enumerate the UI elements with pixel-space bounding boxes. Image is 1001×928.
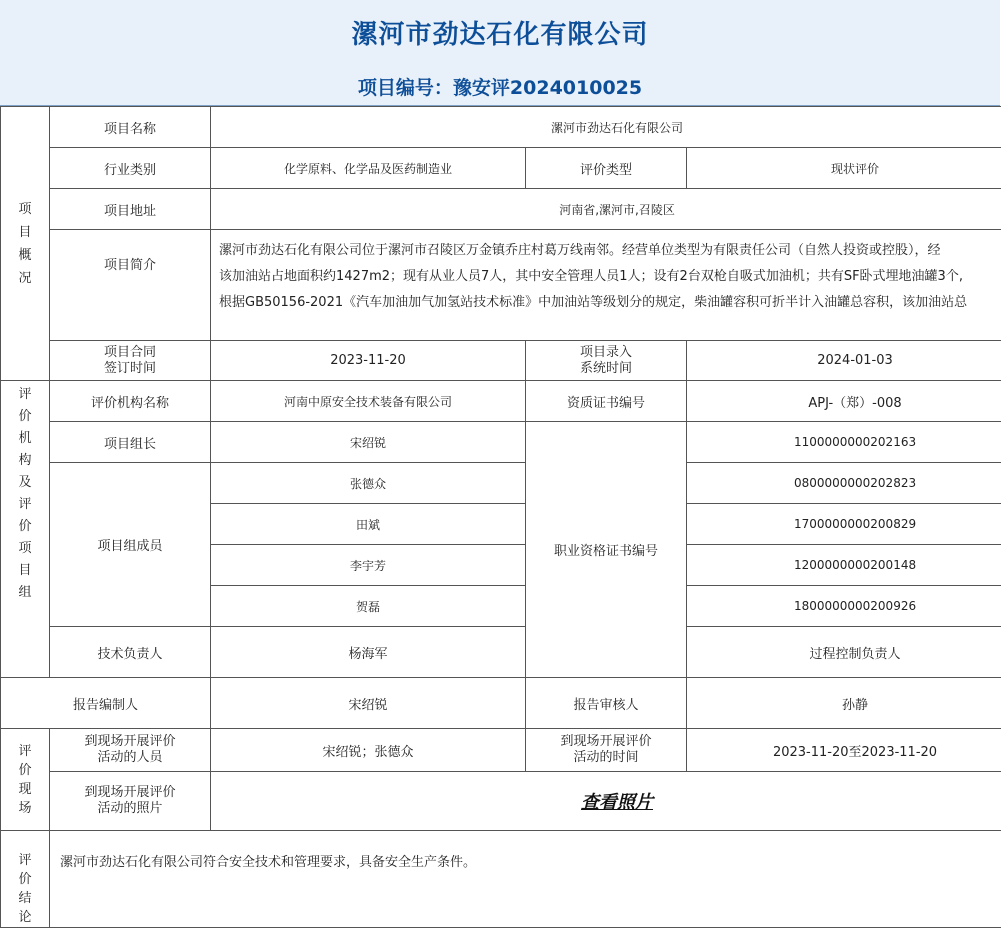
entry-date-label <box>526 341 687 381</box>
process-lead-label: 过程控制负责人 <box>687 627 1001 678</box>
site-photo-label-line: 活动的照片 <box>50 801 210 817</box>
project-number-value: 豫安评2024010025 <box>453 77 642 99</box>
project-number-label: 项目编号： <box>358 77 453 99</box>
contract-date-label <box>50 341 211 381</box>
team-member-cert: 1100000000202163 <box>687 422 1001 463</box>
site-time-value: 2023-11-20至2023-11-20 <box>687 729 1001 772</box>
contract-date-label-line: 签订时间 <box>50 361 210 377</box>
section-org-label: 评价机构及评价项目组 <box>18 384 32 604</box>
team-member-cert: 0800000000202823 <box>687 463 1001 504</box>
site-people-label-line: 到现场开展评价 <box>50 734 210 750</box>
section-site-label: 评价现场 <box>18 742 32 818</box>
project-number <box>0 73 1000 100</box>
section-overview-label: 项目概况 <box>18 198 32 290</box>
summary-line: 根据GB50156-2021《汽车加油加气加氢站技术标准》中加油站等级划分的规定，柴油罐容积可折半计入油罐总容积，该加油站总 <box>219 290 1001 316</box>
eval-type-label: 评价类型 <box>526 148 687 189</box>
site-time-label-line: 活动的时间 <box>526 750 686 766</box>
team-member-name: 贺磊 <box>211 586 526 627</box>
agency-value: 河南中原安全技术装备有限公司 <box>211 381 526 422</box>
name-label: 项目名称 <box>50 107 211 148</box>
industry-value: 化学原料、化学品及医药制造业 <box>211 148 526 189</box>
eval-type-value: 现状评价 <box>687 148 1001 189</box>
site-people-label-line: 活动的人员 <box>50 750 210 766</box>
agency-label: 评价机构名称 <box>50 381 211 422</box>
team-member-cert: 1700000000200829 <box>687 504 1001 545</box>
view-photos-link[interactable]: 查看照片 <box>581 792 653 813</box>
tech-lead-label: 技术负责人 <box>50 627 211 678</box>
site-photo-label <box>50 772 211 831</box>
summary-line: 该加油站占地面积约1427m2；现有从业人员7人，其中安全管理人员1人；设有2台双枪自吸式加油机；共有SF卧式埋地油罐3个, <box>219 264 1001 290</box>
contract-date: 2023-11-20 <box>211 341 526 381</box>
tech-lead-value: 杨海军 <box>211 627 526 678</box>
contract-date-label-line: 项目合同 <box>50 345 210 361</box>
page-header <box>0 0 1000 106</box>
page-title: 漯河市劲达石化有限公司 <box>0 14 1000 51</box>
report-author-value: 宋绍锐 <box>211 678 526 729</box>
team-member-cert: 1800000000200926 <box>687 586 1001 627</box>
industry-label: 行业类别 <box>50 148 211 189</box>
entry-date-label-line: 系统时间 <box>526 361 686 377</box>
project-info-table <box>0 106 1001 928</box>
team-member-name: 宋绍锐 <box>211 422 526 463</box>
report-author-label: 报告编制人 <box>1 678 211 729</box>
section-conclusion <box>1 831 50 928</box>
project-name: 漯河市劲达石化有限公司 <box>211 107 1001 148</box>
site-people-label <box>50 729 211 772</box>
cert-label: 资质证书编号 <box>526 381 687 422</box>
entry-date: 2024-01-03 <box>687 341 1001 381</box>
qual-cert-label: 职业资格证书编号 <box>526 422 687 678</box>
summary-line: 漯河市劲达石化有限公司位于漯河市召陵区万金镇乔庄村葛万线南邻。经营单位类型为有限责任公司（自然人投资或控股），经 <box>219 238 1001 264</box>
team-member-name: 张德众 <box>211 463 526 504</box>
team-member-name: 田斌 <box>211 504 526 545</box>
members-label: 项目组成员 <box>50 463 211 627</box>
leader-label: 项目组长 <box>50 422 211 463</box>
address-label: 项目地址 <box>50 189 211 230</box>
conclusion-text: 漯河市劲达石化有限公司符合安全技术和管理要求，具备安全生产条件。 <box>50 831 1001 928</box>
site-photo-label-line: 到现场开展评价 <box>50 785 210 801</box>
team-member-cert: 1200000000200148 <box>687 545 1001 586</box>
section-overview <box>1 107 50 381</box>
section-conclusion-label: 评价结论 <box>18 851 32 927</box>
cert-value: APJ-（郑）-008 <box>687 381 1001 422</box>
section-org <box>1 381 50 678</box>
site-time-label <box>526 729 687 772</box>
summary-text <box>211 230 1001 341</box>
site-people-value: 宋绍锐；张德众 <box>211 729 526 772</box>
site-time-label-line: 到现场开展评价 <box>526 734 686 750</box>
team-member-name: 李宇芳 <box>211 545 526 586</box>
report-reviewer-label: 报告审核人 <box>526 678 687 729</box>
summary-label: 项目简介 <box>50 230 211 341</box>
report-reviewer-value: 孙静 <box>687 678 1001 729</box>
site-photo-cell <box>211 772 1001 831</box>
entry-date-label-line: 项目录入 <box>526 345 686 361</box>
section-site <box>1 729 50 831</box>
address-value: 河南省,漯河市,召陵区 <box>211 189 1001 230</box>
